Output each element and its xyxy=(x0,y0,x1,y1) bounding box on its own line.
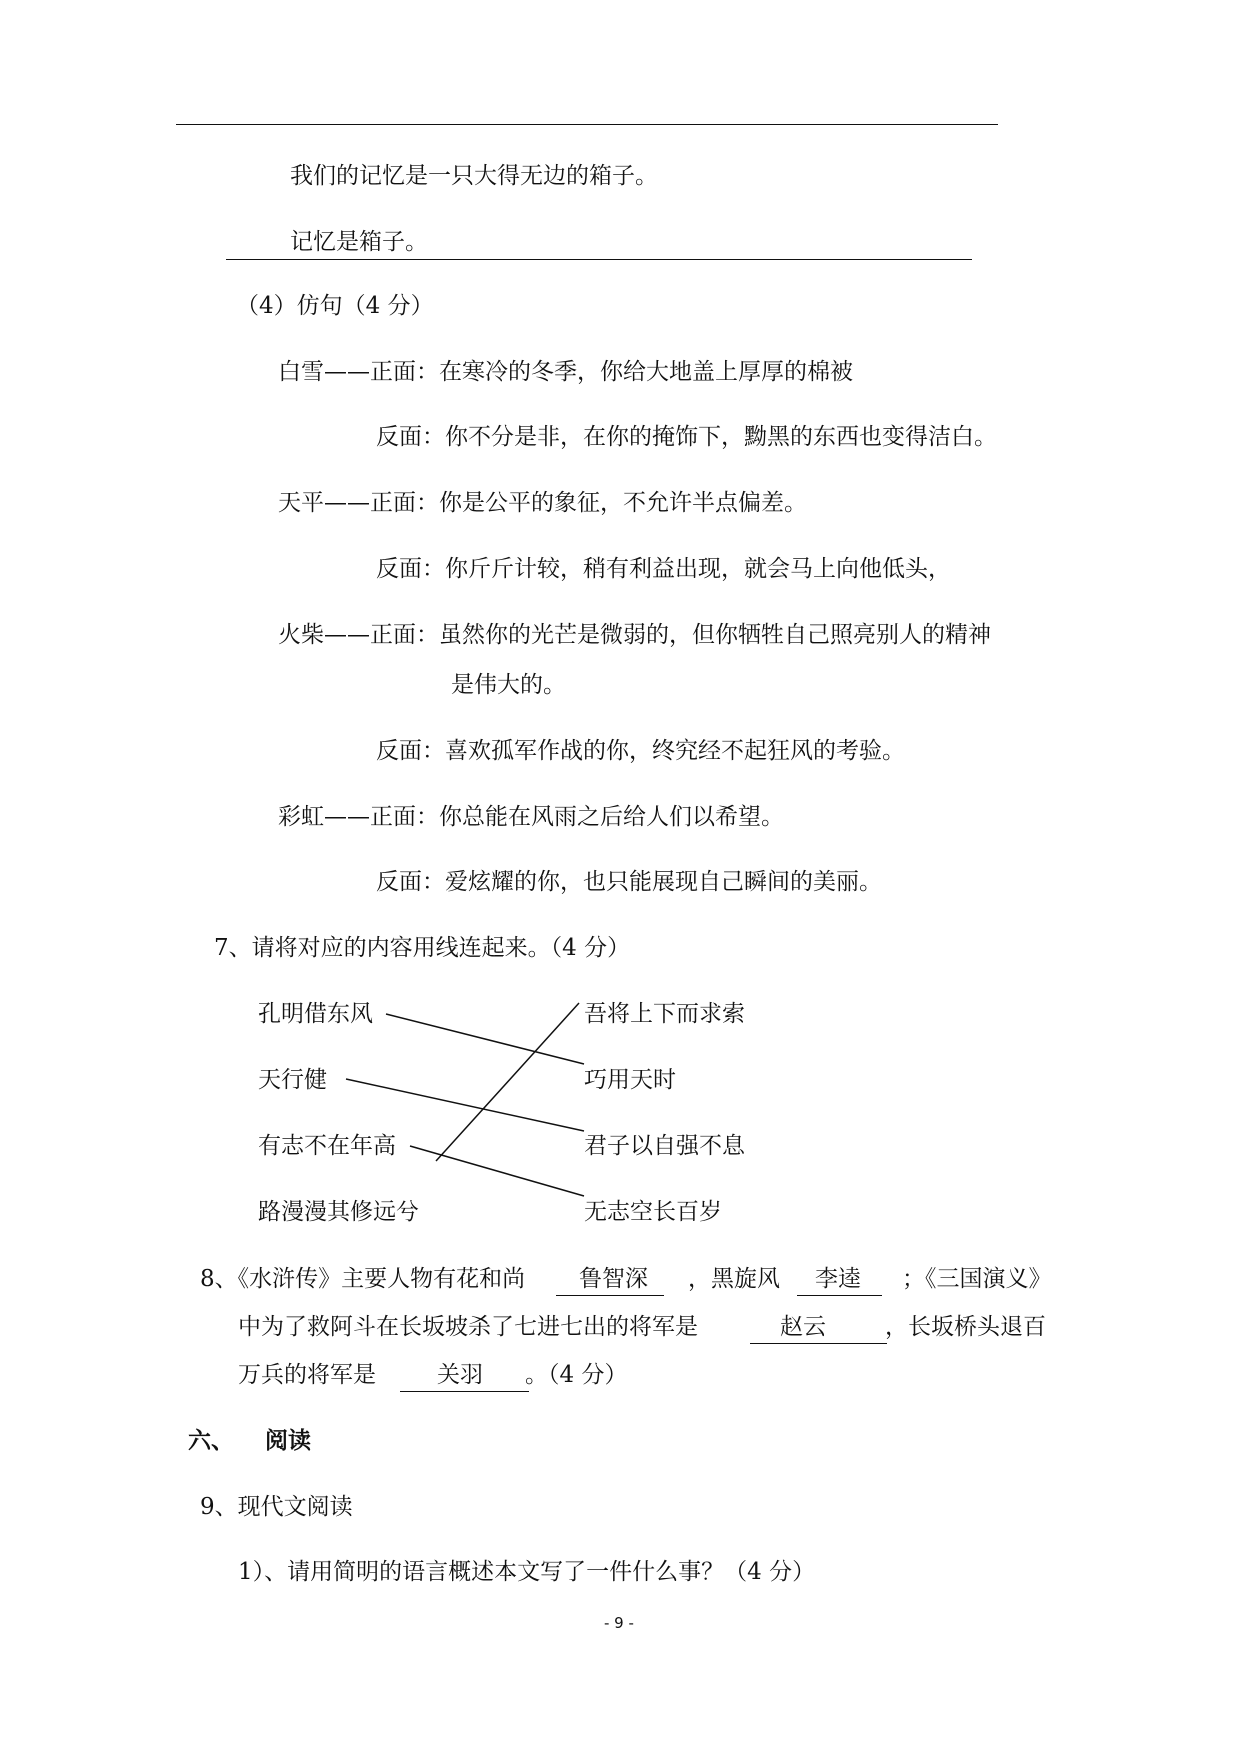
q7-right-1: 吾将上下而求索 xyxy=(584,1001,745,1027)
q8-answer-1: 鲁智深 xyxy=(579,1266,648,1292)
q8-text-7: 。（4 分） xyxy=(525,1362,628,1388)
memory-line-2: 记忆是箱子。 xyxy=(290,229,428,255)
q4-back-snow: 反面：你不分是非，在你的掩饰下，黝黑的东西也变得洁白。 xyxy=(376,424,997,450)
section-title: 阅读 xyxy=(265,1428,311,1454)
q7-right-2: 巧用天时 xyxy=(584,1067,676,1093)
q7-left-2: 天行健 xyxy=(258,1067,327,1093)
q8-blank-1 xyxy=(556,1295,664,1296)
q7-right-4: 无志空长百岁 xyxy=(584,1199,722,1225)
match-line-4 xyxy=(436,1003,579,1161)
match-line-2 xyxy=(346,1079,584,1131)
q7-left-4: 路漫漫其修远兮 xyxy=(258,1199,419,1225)
q8-blank-4 xyxy=(400,1391,529,1392)
q4-back-match: 反面：喜欢孤军作战的你，终究经不起狂风的考验。 xyxy=(376,738,905,764)
q8-answer-2: 李逵 xyxy=(815,1266,861,1292)
q8-text-5: ，长坂桥头退百 xyxy=(885,1314,1046,1340)
q8-answer-4: 关羽 xyxy=(437,1362,483,1388)
q9-heading: 9、现代文阅读 xyxy=(200,1494,353,1520)
q8-text-3: ；《三国演义》 xyxy=(902,1266,1052,1292)
match-line-3 xyxy=(410,1146,584,1196)
q4-heading: （4）仿句（4 分） xyxy=(236,293,434,319)
q8-blank-2 xyxy=(797,1295,882,1296)
q8-text-1: 8、《水浒传》主要人物有花和尚 xyxy=(200,1266,526,1292)
q8-text-2: ，黑旋风 xyxy=(688,1266,780,1292)
q7-left-3: 有志不在年高 xyxy=(258,1133,396,1159)
q8-answer-3: 赵云 xyxy=(780,1314,826,1340)
q4-back-scale: 反面：你斤斤计较，稍有利益出现，就会马上向他低头， xyxy=(376,556,951,582)
q7-left-1: 孔明借东风 xyxy=(258,1001,373,1027)
q4-front-match: 火柴——正面：虽然你的光芒是微弱的，但你牺牲自己照亮别人的精神 xyxy=(278,622,991,648)
q4-front-scale: 天平——正面：你是公平的象征，不允许半点偏差。 xyxy=(278,490,807,516)
q8-blank-3 xyxy=(750,1343,887,1344)
q4-front-snow: 白雪——正面：在寒冷的冬季，你给大地盖上厚厚的棉被 xyxy=(278,359,853,385)
q4-front-rainbow: 彩虹——正面：你总能在风雨之后给人们以希望。 xyxy=(278,804,784,830)
q8-text-4: 中为了救阿斗在长坂坡杀了七进七出的将军是 xyxy=(238,1314,698,1340)
q7-right-3: 君子以自强不息 xyxy=(584,1133,745,1159)
match-line-1 xyxy=(386,1014,584,1064)
q8-text-6: 万兵的将军是 xyxy=(238,1362,376,1388)
section-number: 六、 xyxy=(188,1428,234,1454)
page-number: - 9 - xyxy=(604,1614,634,1632)
memory-line-1: 我们的记忆是一只大得无边的箱子。 xyxy=(290,163,658,189)
q7-heading: 7、请将对应的内容用线连起来。（4 分） xyxy=(214,935,631,961)
q9-sub-1: 1）、请用简明的语言概述本文写了一件什么事？（4 分） xyxy=(238,1559,816,1585)
q4-front-match-cont: 是伟大的。 xyxy=(451,672,566,698)
q4-back-rainbow: 反面：爱炫耀的你，也只能展现自己瞬间的美丽。 xyxy=(376,869,882,895)
